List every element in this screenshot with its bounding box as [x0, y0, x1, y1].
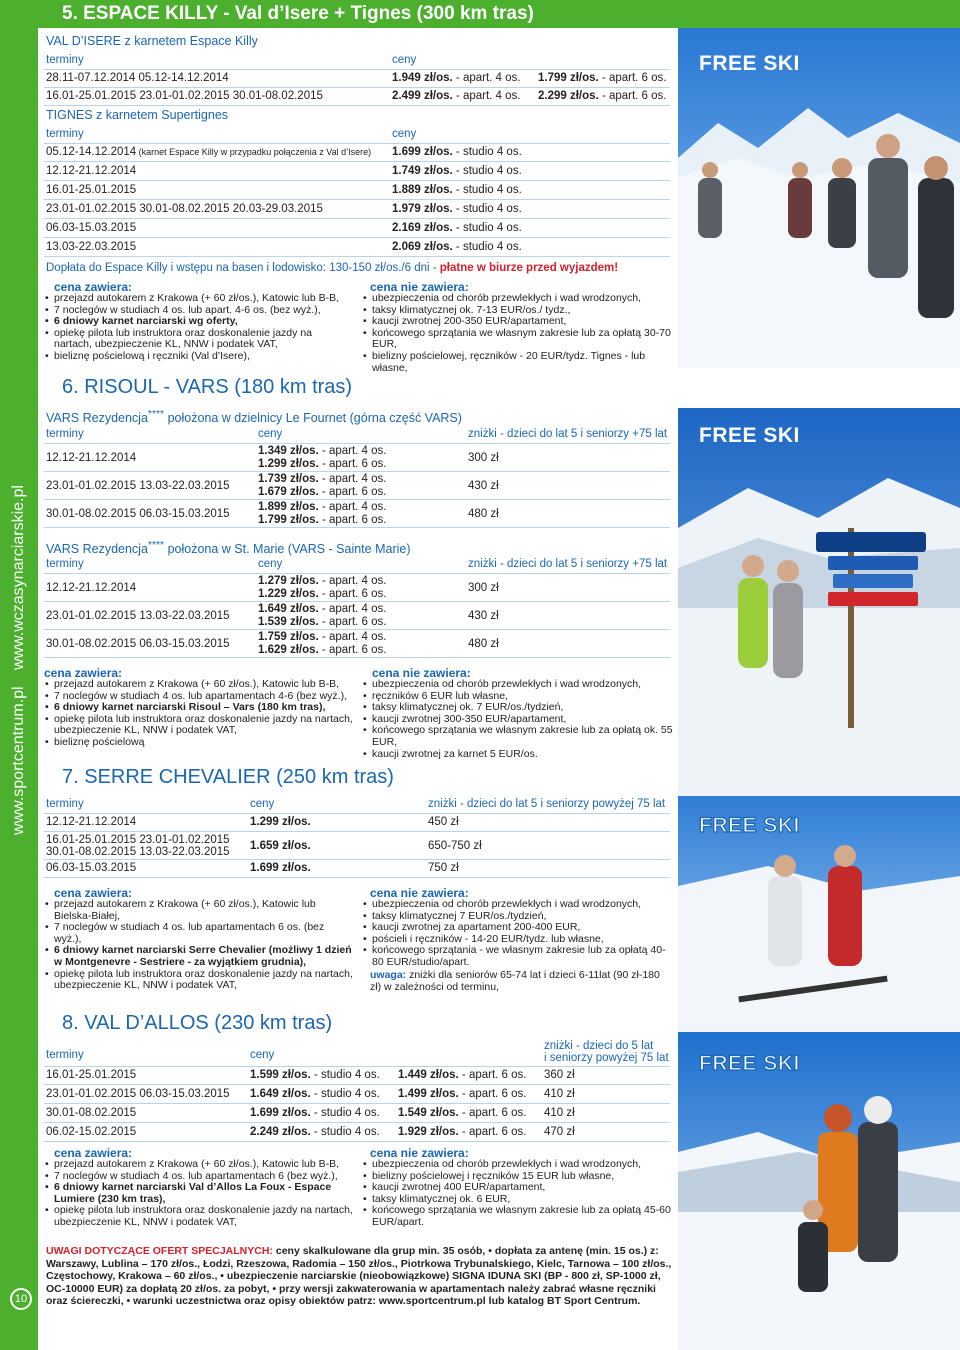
price-line — [258, 473, 387, 485]
row-dates: 30.01-08.02.2015 — [46, 1107, 137, 1119]
table-row — [44, 1086, 670, 1104]
col-ceny: ceny — [392, 54, 417, 66]
price-line — [258, 575, 387, 587]
price: 1.699 zł/os. — [250, 862, 311, 874]
price: 2.169 zł/os. — [392, 222, 453, 234]
price: 1.659 zł/os. — [250, 840, 311, 852]
sidebar-strip — [0, 0, 38, 1350]
row-dates: 06.02-15.02.2015 — [46, 1126, 137, 1138]
table-row — [44, 144, 670, 162]
table-row — [44, 631, 670, 658]
dates-text: 05.12-14.12.2014 — [46, 146, 137, 158]
row-dates — [46, 203, 323, 215]
dates-text: 06.03-15.03.2015 — [46, 222, 137, 234]
table-header — [44, 556, 670, 574]
dates-note: (karnet Espace Killy w przypadku połączenia z Val d’Isere) — [136, 147, 372, 157]
price-cell — [398, 1126, 527, 1138]
table-row — [44, 182, 670, 200]
price-cell — [392, 203, 522, 215]
list-item: • 7 noclegów w studiach 4 os. lub apartamentach 6 os. (bez wyż.), — [44, 922, 354, 945]
s8-includes-list — [44, 1159, 354, 1229]
price-desc: - apart. 6 os. — [598, 90, 667, 102]
list-item: • kaucji zwrotnej 300-350 EUR/apartament, — [362, 714, 674, 726]
price-desc: - apart. 6 os. — [458, 1126, 527, 1138]
list-item: • opiekę pilota lub instruktora oraz doskonalenie jazdy na nartach, ubezpieczenie KL, NNW i podatek VAT, — [44, 328, 344, 351]
price-desc: - apart. 4 os. — [318, 445, 387, 457]
list-item: • taksy klimatycznej 7 EUR/os./tydzień, — [362, 911, 674, 923]
dates-line: 16.01-25.01.2015 23.01-01.02.2015 — [46, 834, 230, 846]
table-row — [44, 445, 670, 472]
dates-text: 23.01-01.02.2015 30.01-08.02.2015 20.03-29.03.2015 — [46, 203, 323, 215]
s5-includes-list — [44, 293, 344, 363]
price-desc: - studio 4 os. — [452, 241, 522, 253]
sidebar-url-1[interactable]: www.sportcentrum.pl — [10, 686, 27, 835]
price-cell — [250, 1107, 380, 1119]
price: 1.929 zł/os. — [398, 1126, 459, 1138]
price: 1.279 zł/os. — [258, 575, 319, 587]
price: 1.899 zł/os. — [258, 501, 319, 513]
row-dates: 28.11-07.12.2014 05.12-14.12.2014 — [46, 72, 229, 84]
list-item: • kaucji zwrotnej za karnet 5 EUR/os. — [362, 749, 674, 761]
price: 1.799 zł/os. — [538, 72, 599, 84]
section-8-title: 8. VAL D’ALLOS (230 km tras) — [62, 1012, 333, 1034]
val-disere-subtitle: VAL D’ISERE z karnetem Espace Killy — [46, 34, 258, 48]
col-znizki: zniżki - dzieci do lat 5 i seniorzy powyżej 75 lat — [428, 798, 666, 810]
price: 1.629 zł/os. — [258, 644, 319, 656]
price-cell — [392, 184, 522, 196]
table-row — [44, 575, 670, 602]
list-item: • taksy klimatycznej ok. 6 EUR, — [362, 1194, 674, 1206]
list-item: • 7 noclegów w studiach 4 os. lub apartamentach 6 (bez wyż.), — [44, 1171, 354, 1183]
list-item: • 7 noclegów w studiach 4 os. lub apartamentach 4-6 (bez wyż.), — [44, 691, 362, 703]
row-dates: 23.01-01.02.2015 13.03-22.03.2015 — [46, 480, 230, 492]
col-znizki-line: zniżki - dzieci do 5 lat — [544, 1040, 654, 1052]
list-item: • końcowego sprzątania we własnym zakresie lub za opłatą 30-70 EUR, — [362, 328, 674, 351]
price-line — [258, 603, 387, 615]
col-znizki: zniżki - dzieci do lat 5 i seniorzy +75 lat — [468, 558, 668, 570]
price-desc: - studio 4 os. — [452, 146, 522, 158]
list-item: • taksy klimatycznej ok. 7-13 EUR/os./ tydz., — [362, 305, 674, 317]
price-line — [258, 616, 387, 628]
free-ski-badge-2: FREE SKI — [699, 424, 800, 447]
row-dates: 30.01-08.02.2015 06.03-15.03.2015 — [46, 508, 230, 520]
price-cell — [398, 1069, 527, 1081]
list-item: • bielizny pościelowej, ręczników - 20 EUR/tydz. Tignes - lub własne, — [362, 351, 674, 374]
price-desc: - apart. 6 os. — [318, 486, 387, 498]
price-cell — [398, 1088, 527, 1100]
price-desc: - studio 4 os. — [310, 1107, 380, 1119]
price: 1.299 zł/os. — [258, 458, 319, 470]
price-desc: - studio 4 os. — [452, 184, 522, 196]
dates-text: 13.03-22.03.2015 — [46, 241, 137, 253]
page-number: 10 — [10, 1288, 32, 1310]
discount: 410 zł — [544, 1107, 575, 1119]
row-dates — [46, 862, 136, 874]
price-cell — [250, 1088, 380, 1100]
price: 1.599 zł/os. — [250, 1069, 311, 1081]
price-desc: - studio 4 os. — [310, 1088, 380, 1100]
price: 1.499 zł/os. — [398, 1088, 459, 1100]
s8-includes-heading: cena zawiera: — [54, 1146, 133, 1160]
table-row — [44, 88, 670, 106]
list-item: • taksy klimatycznej ok. 7 EUR/os./tydzień, — [362, 702, 674, 714]
list-item: • bieliznę pościelową i ręczniki (Val d’Isere), — [44, 351, 344, 363]
special-offers-notes: UWAGI DOTYCZĄCE OFERT SPECJALNYCH: ceny skalkulowane dla grup min. 35 osób, • dopłata za antenę (min. 15 os.) z: Warszawy, Lublina – 170 zł/os., Łodzi, Rzeszowa, Radomia – 150 zł/os., Piotrkowa Trybunalskiego, Kielc, Tarnowa – 100 zł/os., Częstochowy, Krakowa – 60 zł/os., • ubezpieczenie narciarskie (nieobowiązkowe) SIGNA IDUNA SKI (BP - 800 zł, SP-1000 zł, OC-10000 EUR) za dopłatą 20 zł/os. za pobyt, • przy wersji zakwaterowania w apartamentach należy zabrać własne ręczniki oraz ściereczki, • warunki uczestnictwa oraz opisy obiektów patrz: www.sportcentrum.pl lub katalog BT Sport Centrum. — [46, 1245, 672, 1307]
price: 1.889 zł/os. — [392, 184, 453, 196]
s7-excludes-heading: cena nie zawiera: — [370, 886, 469, 900]
s6-excludes-heading: cena nie zawiera: — [372, 666, 471, 680]
table-row — [44, 163, 670, 181]
price-desc: - apart. 6 os. — [458, 1069, 527, 1081]
discount: 470 zł — [544, 1126, 575, 1138]
price-desc: - apart. 6 os. — [318, 458, 387, 470]
price-line — [258, 486, 387, 498]
price-cell — [250, 1069, 380, 1081]
col-terminy: terminy — [46, 128, 84, 140]
price-desc: - studio 4 os. — [310, 1126, 380, 1138]
col-terminy: terminy — [46, 428, 84, 440]
price: 2.499 zł/os. — [392, 90, 453, 102]
price-desc: - apart. 6 os. — [598, 72, 667, 84]
vars-stmarie-subtitle: VARS Rezydencja**** położona w St. Marie (VARS - Sainte Marie) — [46, 540, 411, 557]
table-row — [44, 1124, 670, 1142]
price-cell — [392, 222, 522, 234]
price-desc: - apart. 4 os. — [318, 473, 387, 485]
discount: 430 zł — [468, 610, 499, 622]
price: 1.649 zł/os. — [258, 603, 319, 615]
discount: 450 zł — [428, 816, 459, 828]
price: 1.799 zł/os. — [258, 514, 319, 526]
price: 1.699 zł/os. — [392, 146, 453, 158]
price: 1.449 zł/os. — [398, 1069, 459, 1081]
price-line — [258, 588, 387, 600]
price-desc: - studio 4 os. — [452, 203, 522, 215]
table-row — [44, 603, 670, 630]
free-ski-badge-1: FREE SKI — [699, 52, 800, 75]
s7-includes-heading: cena zawiera: — [54, 886, 133, 900]
price-desc: - apart. 6 os. — [458, 1107, 527, 1119]
list-item: • 7 noclegów w studiach 4 os. lub apart. 4-6 os. (bez wyż.), — [44, 305, 344, 317]
price-desc: - apart. 4 os. — [318, 631, 387, 643]
price: 1.349 zł/os. — [258, 445, 319, 457]
col-ceny: ceny — [258, 428, 283, 440]
price-line — [258, 458, 387, 470]
dates-line: 12.12-21.12.2014 — [46, 816, 137, 828]
table-row — [44, 70, 670, 88]
table-row — [44, 1105, 670, 1123]
price: 1.679 zł/os. — [258, 486, 319, 498]
discount: 300 zł — [468, 582, 499, 594]
section-6-title: 6. RISOUL - VARS (180 km tras) — [62, 376, 353, 398]
table-row — [44, 220, 670, 238]
price: 2.069 zł/os. — [392, 241, 453, 253]
col-ceny: ceny — [250, 798, 275, 810]
row-dates — [46, 146, 371, 158]
list-item: • kaucji zwrotnej za apartament 200-400 EUR, — [362, 922, 674, 934]
price-desc: - studio 4 os. — [452, 165, 522, 177]
s7-uwaga: uwaga: zniżki dla seniorów 65-74 lat i dzieci 6-11lat (90 zł-180 zł) w zależności od terminu, — [370, 969, 660, 993]
price-desc: - apart. 6 os. — [318, 644, 387, 656]
row-dates — [46, 184, 136, 196]
s5-excludes-heading: cena nie zawiera: — [370, 280, 469, 294]
price: 1.699 zł/os. — [250, 1107, 311, 1119]
row-dates: 23.01-01.02.2015 13.03-22.03.2015 — [46, 610, 230, 622]
list-item: • ubezpieczenia od chorób przewlekłych i wad wrodzonych, — [362, 679, 674, 691]
price: 1.229 zł/os. — [258, 588, 319, 600]
row-dates — [46, 222, 136, 234]
section-5-title: 5. ESPACE KILLY - Val d’Isere + Tignes (300 km tras) — [62, 3, 534, 24]
photo-ski-sign-slope — [678, 408, 960, 796]
row-dates: 16.01-25.01.2015 — [46, 1069, 137, 1081]
col-terminy: terminy — [46, 798, 84, 810]
row-dates: 12.12-21.12.2014 — [46, 452, 137, 464]
price-desc: - studio 4 os. — [452, 222, 522, 234]
dates-text: 12.12-21.12.2014 — [46, 165, 137, 177]
col-terminy: terminy — [46, 54, 84, 66]
discount: 360 zł — [544, 1069, 575, 1081]
free-ski-badge-4: FREE SKI — [699, 1052, 800, 1075]
sidebar-url-2[interactable]: www.wczasynarciarskie.pl — [10, 485, 27, 670]
photo-skiers-family — [678, 1032, 960, 1350]
price: 1.739 zł/os. — [258, 473, 319, 485]
list-item: • bieliznę pościelową — [44, 737, 362, 749]
price: 2.249 zł/os. — [250, 1126, 311, 1138]
table-header — [44, 52, 670, 70]
tignes-subtitle: TIGNES z karnetem Supertignes — [46, 108, 229, 122]
list-item: • przejazd autokarem z Krakowa (+ 60 zł/os.), Katowic lub B-B, — [44, 1159, 354, 1171]
discount: 750 zł — [428, 862, 459, 874]
dates-text: 16.01-25.01.2015 — [46, 184, 137, 196]
discount: 650-750 zł — [428, 840, 482, 852]
price-desc: - apart. 4 os. — [318, 603, 387, 615]
s8-excludes-heading: cena nie zawiera: — [370, 1146, 469, 1160]
price-line — [258, 445, 387, 457]
s5-excludes-list — [362, 293, 674, 374]
price: 1.649 zł/os. — [250, 1088, 311, 1100]
price-desc: - apart. 4 os. — [318, 501, 387, 513]
list-item: • 6 dniowy karnet narciarski wg oferty, — [44, 316, 344, 328]
price-desc: - apart. 6 os. — [318, 588, 387, 600]
discount: 480 zł — [468, 508, 499, 520]
price-desc: - apart. 4 os. — [318, 575, 387, 587]
photo-skiers-group — [678, 28, 960, 368]
table-header — [44, 126, 670, 144]
doplata-note: Dopłata do Espace Killy i wstępu na basen i lodowisko: 130-150 zł/os./6 dni - płatne w biurze przed wyjazdem! — [46, 262, 619, 274]
list-item: • kaucji zwrotnej 200-350 EUR/apartament, — [362, 316, 674, 328]
col-ceny: ceny — [392, 128, 417, 140]
price-line — [258, 644, 387, 656]
row-dates — [46, 241, 136, 253]
list-item: • ręczników 6 EUR lub własne, — [362, 691, 674, 703]
price-desc: - apart. 4 os. — [452, 72, 521, 84]
list-item: • opiekę pilota lub instruktora oraz doskonalenie jazdy na nartach, ubezpieczenie KL, NNW i podatek VAT, — [44, 969, 354, 992]
col-znizki-line: i seniorzy powyżej 75 lat — [544, 1052, 669, 1064]
row-dates: 16.01-25.01.2015 23.01-01.02.2015 30.01-08.02.2015 — [46, 90, 323, 102]
table-row — [44, 239, 670, 257]
s7-excludes-list — [362, 899, 674, 969]
price-desc: - apart. 6 os. — [318, 616, 387, 628]
price-desc: - studio 4 os. — [310, 1069, 380, 1081]
row-dates: 30.01-08.02.2015 06.03-15.03.2015 — [46, 638, 230, 650]
table-row — [44, 814, 670, 832]
table-row — [44, 201, 670, 219]
vars-fournet-subtitle: VARS Rezydencja**** położona w dzielnicy Le Fournet (górna część VARS) — [46, 409, 462, 426]
sidebar-urls — [10, 479, 28, 841]
price: 1.299 zł/os. — [250, 816, 311, 828]
price-line — [258, 631, 387, 643]
list-item: • końcowego sprzątania we własnym zakresie lub za opłatą ok. 55 EUR, — [362, 725, 674, 748]
table-row — [44, 473, 670, 500]
col-znizki: zniżki - dzieci do lat 5 i seniorzy +75 lat — [468, 428, 668, 440]
s6-includes-list — [44, 679, 362, 749]
price-cell — [398, 1107, 527, 1119]
list-item: • opiekę pilota lub instruktora oraz doskonalenie jazdy na nartach, ubezpieczenie KL, NNW i podatek VAT, — [44, 1205, 354, 1228]
col-ceny: ceny — [250, 1049, 275, 1061]
col-terminy: terminy — [46, 1049, 84, 1061]
price: 2.299 zł/os. — [538, 90, 599, 102]
s8-excludes-list — [362, 1159, 674, 1229]
table-row — [44, 501, 670, 528]
list-item: • pościeli i ręczników - 14-20 EUR/tydz. lub własne, — [362, 934, 674, 946]
row-dates: 12.12-21.12.2014 — [46, 582, 137, 594]
table-header — [44, 1041, 670, 1067]
list-item: • opiekę pilota lub instruktora oraz doskonalenie jazdy na nartach, ubezpieczenie KL, NNW i podatek VAT, — [44, 714, 362, 737]
free-ski-badge-3: FREE SKI — [699, 814, 800, 837]
list-item: • przejazd autokarem z Krakowa (+ 60 zł/os.), Katowic lub B-B, — [44, 679, 362, 691]
price-desc: - apart. 6 os. — [458, 1088, 527, 1100]
col-terminy: terminy — [46, 558, 84, 570]
row-dates — [46, 165, 136, 177]
price: 1.539 zł/os. — [258, 616, 319, 628]
list-item: • ubezpieczenia od chorób przewlekłych i wad wrodzonych, — [362, 899, 674, 911]
price-cell — [392, 146, 522, 158]
discount: 410 zł — [544, 1088, 575, 1100]
table-header — [44, 796, 670, 814]
list-item: • przejazd autokarem z Krakowa (+ 60 zł/os.), Katowic lub Bielska-Białej, — [44, 899, 354, 922]
table-row — [44, 1067, 670, 1085]
table-row — [44, 860, 670, 878]
col-ceny: ceny — [258, 558, 283, 570]
price: 1.749 zł/os. — [392, 165, 453, 177]
price-cell — [392, 165, 522, 177]
col-znizki — [544, 1040, 669, 1064]
list-item: • kaucji zwrotnej 400 EUR/apartament, — [362, 1182, 674, 1194]
price: 1.979 zł/os. — [392, 203, 453, 215]
price: 1.949 zł/os. — [392, 72, 453, 84]
price: 1.549 zł/os. — [398, 1107, 459, 1119]
price-cell — [392, 241, 522, 253]
price-line — [258, 514, 387, 526]
s6-includes-heading: cena zawiera: — [44, 666, 123, 680]
list-item: • przejazd autokarem z Krakowa (+ 60 zł/os.), Katowic lub B-B, — [44, 293, 344, 305]
price-line — [258, 501, 387, 513]
discount: 300 zł — [468, 452, 499, 464]
row-dates — [46, 816, 136, 828]
list-item: • końcowego sprzątania - we własnym zakresie lub za opłatą 40-80 EUR/studio/apart. — [362, 945, 674, 968]
dates-line: 06.03-15.03.2015 — [46, 862, 137, 874]
price-cell — [250, 1126, 380, 1138]
s7-includes-list — [44, 899, 354, 992]
dates-line: 30.01-08.02.2015 13.03-22.03.2015 — [46, 846, 230, 858]
s5-includes-heading: cena zawiera: — [54, 280, 133, 294]
list-item: • 6 dniowy karnet narciarski Risoul – Vars (180 km tras), — [44, 702, 362, 714]
list-item: • bielizny pościelowej i ręczników 15 EUR lub własne, — [362, 1171, 674, 1183]
list-item: • ubezpieczenia od chorób przewlekłych i wad wrodzonych, — [362, 1159, 674, 1171]
section-7-title: 7. SERRE CHEVALIER (250 km tras) — [62, 766, 394, 788]
list-item: • 6 dniowy karnet narciarski Serre Chevalier (możliwy 1 dzień w Montgenevre - Sestriere - za wyjątkiem grudnia), — [44, 945, 354, 968]
discount: 480 zł — [468, 638, 499, 650]
list-item: • ubezpieczenia od chorób przewlekłych i wad wrodzonych, — [362, 293, 674, 305]
list-item: • 6 dniowy karnet narciarski Val d’Allos La Foux - Espace Lumiere (230 km tras), — [44, 1182, 354, 1205]
list-item: • końcowego sprzątania we własnym zakresie lub za opłatą 45-60 EUR/apart. — [362, 1205, 674, 1228]
price-desc: - apart. 4 os. — [452, 90, 521, 102]
price-desc: - apart. 6 os. — [318, 514, 387, 526]
row-dates — [46, 834, 230, 858]
table-row — [44, 832, 670, 860]
row-dates: 23.01-01.02.2015 06.03-15.03.2015 — [46, 1088, 230, 1100]
price: 1.759 zł/os. — [258, 631, 319, 643]
discount: 430 zł — [468, 480, 499, 492]
table-header — [44, 426, 670, 444]
s6-excludes-list — [362, 679, 674, 760]
